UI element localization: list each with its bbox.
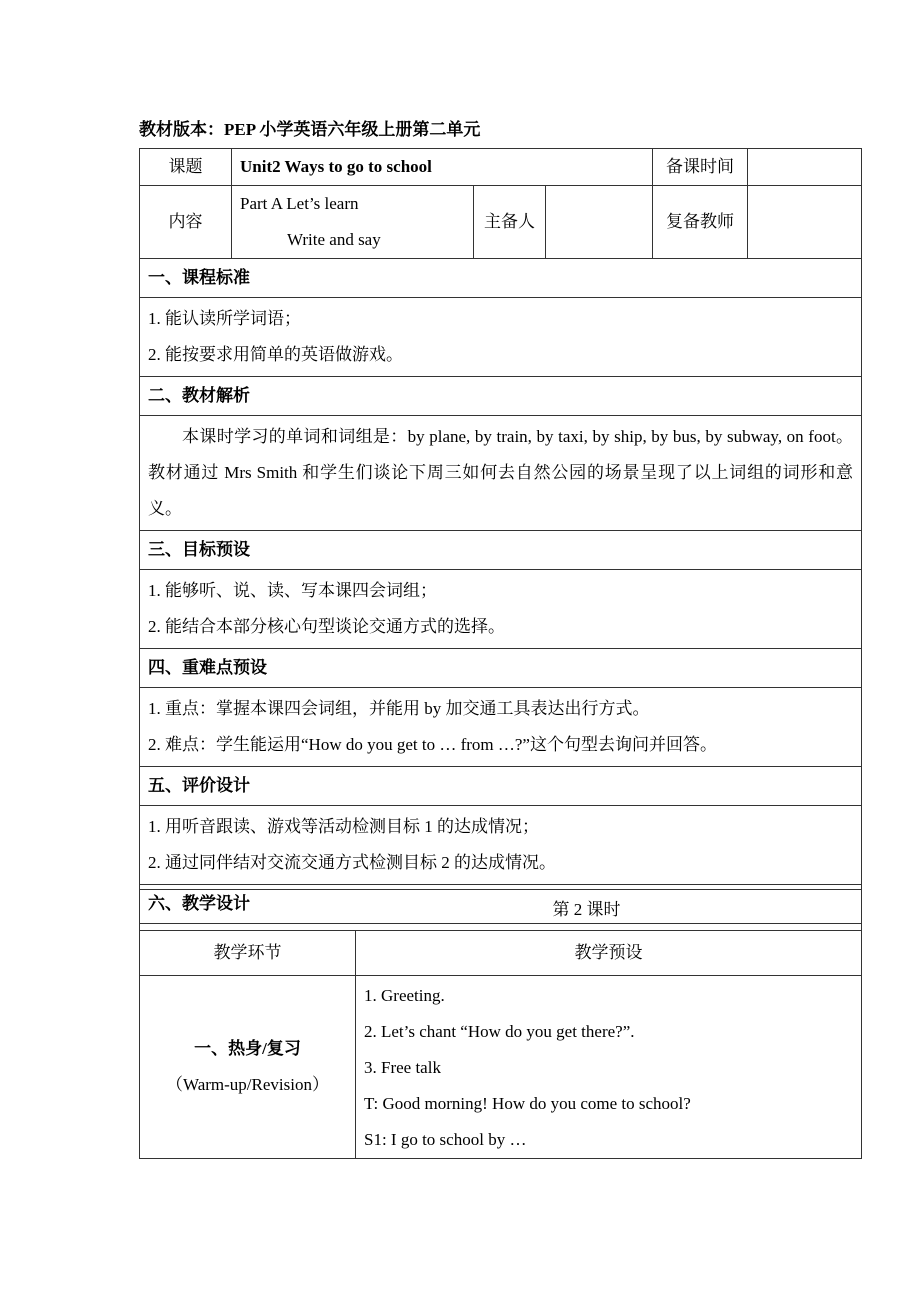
section-heading-row xyxy=(140,377,862,416)
section-2-paragraph: 本课时学习的单词和词组是：by plane, by train, by taxi, by ship, by bus, by subway, on foot。教材通过 Mrs Smith 和学生们谈论下周三如何去自然公园的场景呈现了以上词组的词形和意义。 xyxy=(148,427,854,518)
section-body-row xyxy=(140,806,862,885)
section-body-row xyxy=(140,570,862,649)
section-3-body xyxy=(140,570,862,649)
column-header-plan: 教学预设 xyxy=(356,931,862,976)
section-2-body xyxy=(140,416,862,531)
lesson-plan-table xyxy=(139,148,862,924)
section-5-body xyxy=(140,806,862,885)
co-teacher-value xyxy=(748,186,862,259)
stage-cell xyxy=(140,976,356,1159)
section-1-line-2: 2. 能按要求用简单的英语做游戏。 xyxy=(148,345,403,364)
lead-preparer-value xyxy=(546,186,653,259)
section-4-line-2: 2. 难点：学生能运用“How do you get to … from …?”这个句型去询问并回答。 xyxy=(148,735,717,754)
section-body-row xyxy=(140,688,862,767)
section-body-row xyxy=(140,298,862,377)
content-label: 内容 xyxy=(140,186,232,259)
section-5-line-2: 2. 通过同伴结对交流交通方式检测目标 2 的达成情况。 xyxy=(148,853,556,872)
plan-step: S1: I go to school by … xyxy=(364,1130,527,1149)
stage-subtitle: （Warm-up/Revision） xyxy=(166,1075,329,1094)
section-1-line-1: 1. 能认读所学词语； xyxy=(148,309,301,328)
section-5-heading: 五、评价设计 xyxy=(140,767,862,806)
section-1-body xyxy=(140,298,862,377)
topic-label: 课题 xyxy=(140,149,232,186)
section-heading-row xyxy=(140,767,862,806)
section-1-heading: 一、课程标准 xyxy=(140,259,862,298)
plan-cell xyxy=(356,976,862,1159)
section-6-heading: 六、教学设计 xyxy=(140,885,862,924)
lesson-number-row xyxy=(140,890,862,931)
section-heading-row xyxy=(140,259,862,298)
document-title: 教材版本：PEP 小学英语六年级上册第二单元 xyxy=(139,120,481,139)
section-body-row xyxy=(140,416,862,531)
prep-time-label: 备课时间 xyxy=(653,149,748,186)
content-line-1: Part A Let’s learn xyxy=(240,194,359,213)
plan-step: 2. Let’s chant “How do you get there?”. xyxy=(364,1022,635,1041)
section-5-line-1: 1. 用听音跟读、游戏等活动检测目标 1 的达成情况； xyxy=(148,817,539,836)
section-3-heading: 三、目标预设 xyxy=(140,531,862,570)
section-4-line-1: 1. 重点：掌握本课四会词组，并能用 by 加交通工具表达出行方式。 xyxy=(148,699,650,718)
plan-step: 3. Free talk xyxy=(364,1058,441,1077)
content-line-2: Write and say xyxy=(287,230,381,249)
teaching-design-table xyxy=(139,889,862,1159)
design-row xyxy=(140,976,862,1159)
section-4-body xyxy=(140,688,862,767)
section-heading-row xyxy=(140,531,862,570)
section-3-line-2: 2. 能结合本部分核心句型谈论交通方式的选择。 xyxy=(148,617,505,636)
section-2-heading: 二、教材解析 xyxy=(140,377,862,416)
section-4-heading: 四、重难点预设 xyxy=(140,649,862,688)
content-value xyxy=(232,186,474,259)
lesson-number: 第 2 课时 xyxy=(140,890,862,931)
topic-row xyxy=(140,149,862,186)
plan-step: 1. Greeting. xyxy=(364,986,445,1005)
column-header-stage: 教学环节 xyxy=(140,931,356,976)
co-teacher-label: 复备教师 xyxy=(653,186,748,259)
content-row xyxy=(140,186,862,259)
design-header-row xyxy=(140,931,862,976)
prep-time-value xyxy=(748,149,862,186)
lead-preparer-label: 主备人 xyxy=(474,186,546,259)
stage-title: 一、热身/复习 xyxy=(194,1039,301,1058)
topic-value: Unit2 Ways to go to school xyxy=(232,149,653,186)
plan-step: T: Good morning! How do you come to school? xyxy=(364,1094,691,1113)
section-heading-row xyxy=(140,649,862,688)
section-3-line-1: 1. 能够听、说、读、写本课四会词组； xyxy=(148,581,437,600)
